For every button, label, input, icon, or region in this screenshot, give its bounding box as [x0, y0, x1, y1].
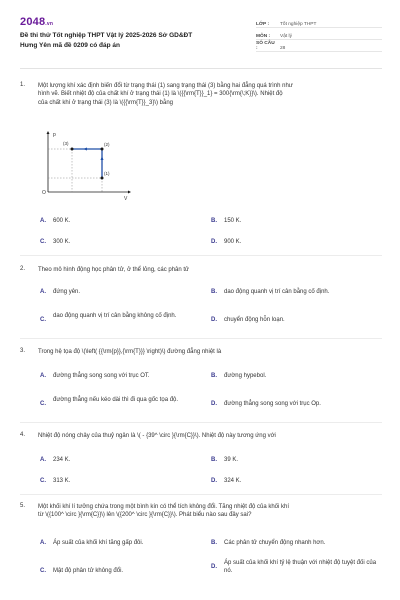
arrow-left-icon [83, 148, 87, 151]
p-axis-label: p [53, 132, 56, 138]
v-axis-arrow-icon [128, 191, 131, 194]
question-number: 5. [20, 503, 26, 509]
v-axis-label: V [124, 196, 128, 200]
p-axis-arrow-icon [47, 131, 50, 134]
state-3-label: (3) [63, 141, 69, 146]
exam-meta [256, 16, 382, 52]
state-2-label: (2) [104, 142, 110, 147]
meta-subject: MÔN : Vật lý [256, 28, 382, 40]
state-1-label: (1) [104, 171, 110, 176]
state-1-point [101, 177, 104, 180]
state-3-point [71, 148, 74, 151]
question-text: Một khối khí lí tưởng chứa trong một bình kín có thể tích không đổi. Tăng nhiệt độ của khối khí từ \({100^ \circ }{\rm{C}}\) lên \({200^ \circ }{\rm{C}}\). Phát biểu nào sau đây sai? [38, 504, 290, 519]
exam-title-line-1: Đề thi thử Tốt nghiệp THPT Vật lý 2025-2026 Sở GD&ĐT [20, 32, 193, 39]
question-text: Theo mô hình động học phân tử, ở thể lỏng, các phân tử [38, 267, 190, 273]
exam-page: 2048.vn Đề thi thử Tốt nghiệp THPT Vật lý 2025-2026 Sở GD&ĐT Hưng Yên mã đề 0209 có đáp án LỚP : Tốt nghiệp THPT MÔN : Vật lý SỐ CÂU : 28 1. Một lượng khí xác định biến đổi từ trạng thái (1) sang trạng thái (3) bằng hai đẳng quá trình như hình vẽ. Biết nhiệt độ của chất khí ở trạng thái (1) là \({{\rm{T}}_1} = 300{\rm{\;K}}\). Nhiệt độ của chất khí ở trạng thái (3) là \({{\rm{T}}_3}\) bằng p V O (3) (2) (1) A. 600 K. B. 150 K. C. 300 K. D. 900 K. 2. Theo mô hình động học phân tử, ở thể lỏng, các phân tử A. đứng yên. B. dao động quanh vị trí cân bằng cố định. C. dao động quanh vị trí cân bằng không cố định. D. chuyển động hỗn loạn. 3. Trong hệ tọa độ \(\left( {{\rm{p}},{\rm{T}}} \right)\) đường đẳng nhiệt là A. đường thẳng song song với trục OT. B. đường hypebol. C. đường thẳng nếu kéo dài thì đi qua gốc tọa độ. D. đường thẳng song song với trục Op. 4. Nhiệt độ nóng chảy của thuỷ ngân là \( - {39^ \circ }{\rm{C}}\). Nhiệt độ này tương ứng với A. 234 K. B. 39 K. C. 313 K. D. 324 K. 5. Một khối khí lí tưởng chứa trong một bình kín có thể tích không đổi. Tăng nhiệt độ của khối khí từ \({100^ \circ }{\rm{C}}\) lên \({200^ \circ }{\rm{C}}\). Phát biểu nào sau đây sai? A. Áp suất của khối khí tăng gấp đôi. B. Các phân tử chuyển động nhanh hơn. C. Mật độ phân tử không đổi. D. Áp suất của khối khí tỷ lệ thuận với nhiệt độ tuyệt đối của nó. [0, 0, 400, 600]
site-logo[interactable]: 2048.vn [20, 16, 54, 28]
page-header [20, 16, 382, 60]
state-2-point [101, 148, 104, 151]
pv-graph [42, 130, 132, 200]
question-number: 4. [20, 432, 26, 438]
question-text: Một lượng khí xác định biến đổi từ trạng thái (1) sang trạng thái (3) bằng hai đẳng quá trình như hình vẽ. Biết nhiệt độ của chất khí ở trạng thái (1) là \({{\rm{T}}_1} = 300{\rm{\;K}}\). Nhiệt độ của chất khí ở trạng thái (3) là \({{\rm{T}}_3}\) bằng [38, 83, 293, 106]
meta-question-count: SỐ CÂU : 28 [256, 40, 382, 52]
meta-class: LỚP : Tốt nghiệp THPT [256, 16, 382, 28]
exam-title-line-2: Hưng Yên mã đề 0209 có đáp án [20, 42, 120, 49]
question-text: Nhiệt độ nóng chảy của thuỷ ngân là \( - {39^ \circ }{\rm{C}}\). Nhiệt độ này tương ứng với [38, 433, 276, 439]
header-divider [20, 68, 382, 69]
question-number: 2. [20, 266, 26, 272]
question-number: 3. [20, 348, 26, 354]
question-text: Trong hệ tọa độ \(\left( {{\rm{p}},{\rm{T}}} \right)\) đường đẳng nhiệt là [38, 349, 222, 355]
arrow-up-icon [101, 156, 104, 160]
question-number: 1. [20, 82, 26, 88]
origin-label: O [42, 190, 46, 196]
